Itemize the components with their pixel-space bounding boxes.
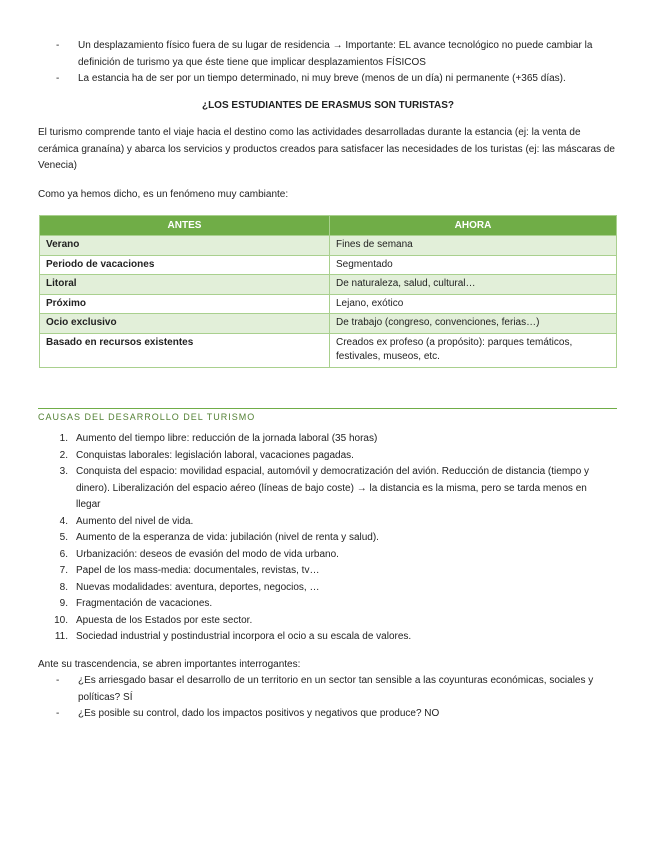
list-item-text: Apuesta de los Estados por este sector. [76, 614, 253, 626]
paragraph-tourism-definition: El turismo comprende tanto el viaje hacia el destino como las actividades desarrolladas durante la estancia (ej: la venta de cerámica granaína) y abarca los servicios y productos creados para satisfacer las necesidades de los turistas (ej: las máscaras de Venecia) [38, 127, 615, 171]
list-item-text: Urbanización: deseos de evasión del modo de vida urbano. [76, 548, 339, 560]
list-number: 5. [59, 532, 68, 543]
list-item-text: Conquista del espacio: movilidad espacial, automóvil y democratización del avión. Reducción de distancia (tiempo y dinero). Liberalización del espacio aéreo (líneas de bajo coste) → la distancia es la misma, pero se tarda menos en llegar [76, 466, 590, 510]
list-item-text: La estancia ha de ser por un tiempo determinado, ni muy breve (menos de un día) ni permanente (+365 días). [78, 73, 566, 84]
list-number: 1. [59, 433, 68, 444]
table-cell-ahora: Segmentado [330, 255, 617, 275]
list-item [38, 706, 598, 723]
list-item-text: Conquistas laborales: legislación laboral, vacaciones pagadas. [76, 449, 354, 461]
column-header-antes: ANTES [40, 216, 330, 236]
table-row [40, 275, 617, 295]
list-item [38, 580, 598, 597]
table-cell-ahora: De naturaleza, salud, cultural… [330, 275, 617, 295]
list-item [38, 38, 598, 71]
list-item [38, 563, 598, 580]
table-cell-antes: Periodo de vacaciones [40, 255, 330, 275]
list-number: 2. [59, 449, 68, 461]
list-item [38, 530, 598, 547]
list-item-text: Aumento de la esperanza de vida: jubilación (nivel de renta y salud). [76, 532, 379, 543]
table-cell-antes: Basado en recursos existentes [40, 333, 330, 367]
list-item [38, 431, 598, 448]
list-item-text: Sociedad industrial y postindustrial incorpora el ocio a su escala de valores. [76, 631, 412, 642]
list-number: 6. [59, 548, 68, 560]
questions-list [38, 673, 598, 723]
table-cell-antes: Litoral [40, 275, 330, 295]
paragraph-changing-phenomenon: Como ya hemos dicho, es un fenómeno muy cambiante: [38, 189, 289, 200]
top-bullet-list [38, 38, 598, 88]
list-item [38, 547, 598, 564]
list-item [38, 596, 598, 613]
dash-bullet: - [56, 708, 60, 719]
dash-bullet: - [56, 675, 60, 686]
table-row [40, 255, 617, 275]
list-item-text: Aumento del tiempo libre: reducción de la jornada laboral (35 horas) [76, 433, 378, 444]
list-item [38, 448, 598, 465]
erasmus-heading: ¿LOS ESTUDIANTES DE ERASMUS SON TURISTAS? [201, 100, 455, 111]
table-cell-ahora: De trabajo (congreso, convenciones, ferias…) [330, 314, 617, 334]
causes-list [38, 431, 598, 646]
table-cell-antes: Ocio exclusivo [40, 314, 330, 334]
list-item [38, 629, 598, 646]
table-row [40, 333, 617, 367]
list-number: 9. [59, 598, 68, 609]
table-header-row [40, 216, 617, 236]
list-item [38, 613, 598, 630]
table-cell-antes: Verano [40, 236, 330, 256]
list-item-text: Fragmentación de vacaciones. [76, 598, 213, 609]
list-item-text: Papel de los mass-media: documentales, revistas, tv… [76, 565, 320, 576]
list-item-text: ¿Es posible su control, dado los impactos positivos y negativos que produce? NO [78, 708, 440, 719]
list-number: 7. [59, 565, 68, 576]
list-item-text: Un desplazamiento físico fuera de su lugar de residencia → Importante: EL avance tecnológico no puede cambiar la definición de turismo ya que éste tiene que implicar desplazamientos FÍSICOS [78, 40, 593, 68]
list-number: 11. [54, 631, 68, 642]
list-item [38, 673, 598, 706]
list-number: 8. [59, 581, 68, 593]
list-item-text: Aumento del nivel de vida. [76, 515, 194, 527]
table-cell-ahora: Creados ex profeso (a propósito): parques temáticos, festivales, museos, etc. [330, 333, 617, 367]
dash-bullet: - [56, 40, 60, 51]
table-cell-ahora: Fines de semana [330, 236, 617, 256]
table-cell-antes: Próximo [40, 294, 330, 314]
table-row [40, 314, 617, 334]
list-item-text: ¿Es arriesgado basar el desarrollo de un territorio en un sector tan sensible a las coyunturas económicas, sociales y políticas? SÍ [78, 675, 594, 703]
paragraph-questions-intro: Ante su trascendencia, se abren importantes interrogantes: [38, 659, 301, 670]
section-title-causes: CAUSAS DEL DESARROLLO DEL TURISMO [38, 412, 256, 422]
list-item [38, 71, 598, 88]
list-number: 3. [59, 466, 68, 477]
list-number: 10. [54, 614, 68, 626]
list-item [38, 514, 598, 531]
table-row [40, 294, 617, 314]
table-row [40, 236, 617, 256]
column-header-ahora: AHORA [330, 216, 617, 236]
list-item [38, 464, 598, 514]
list-item-text: Nuevas modalidades: aventura, deportes, negocios, … [76, 581, 320, 593]
list-number: 4. [59, 515, 68, 527]
dash-bullet: - [56, 73, 60, 84]
table-cell-ahora: Lejano, exótico [330, 294, 617, 314]
section-divider [38, 408, 617, 409]
comparison-table [39, 215, 617, 368]
